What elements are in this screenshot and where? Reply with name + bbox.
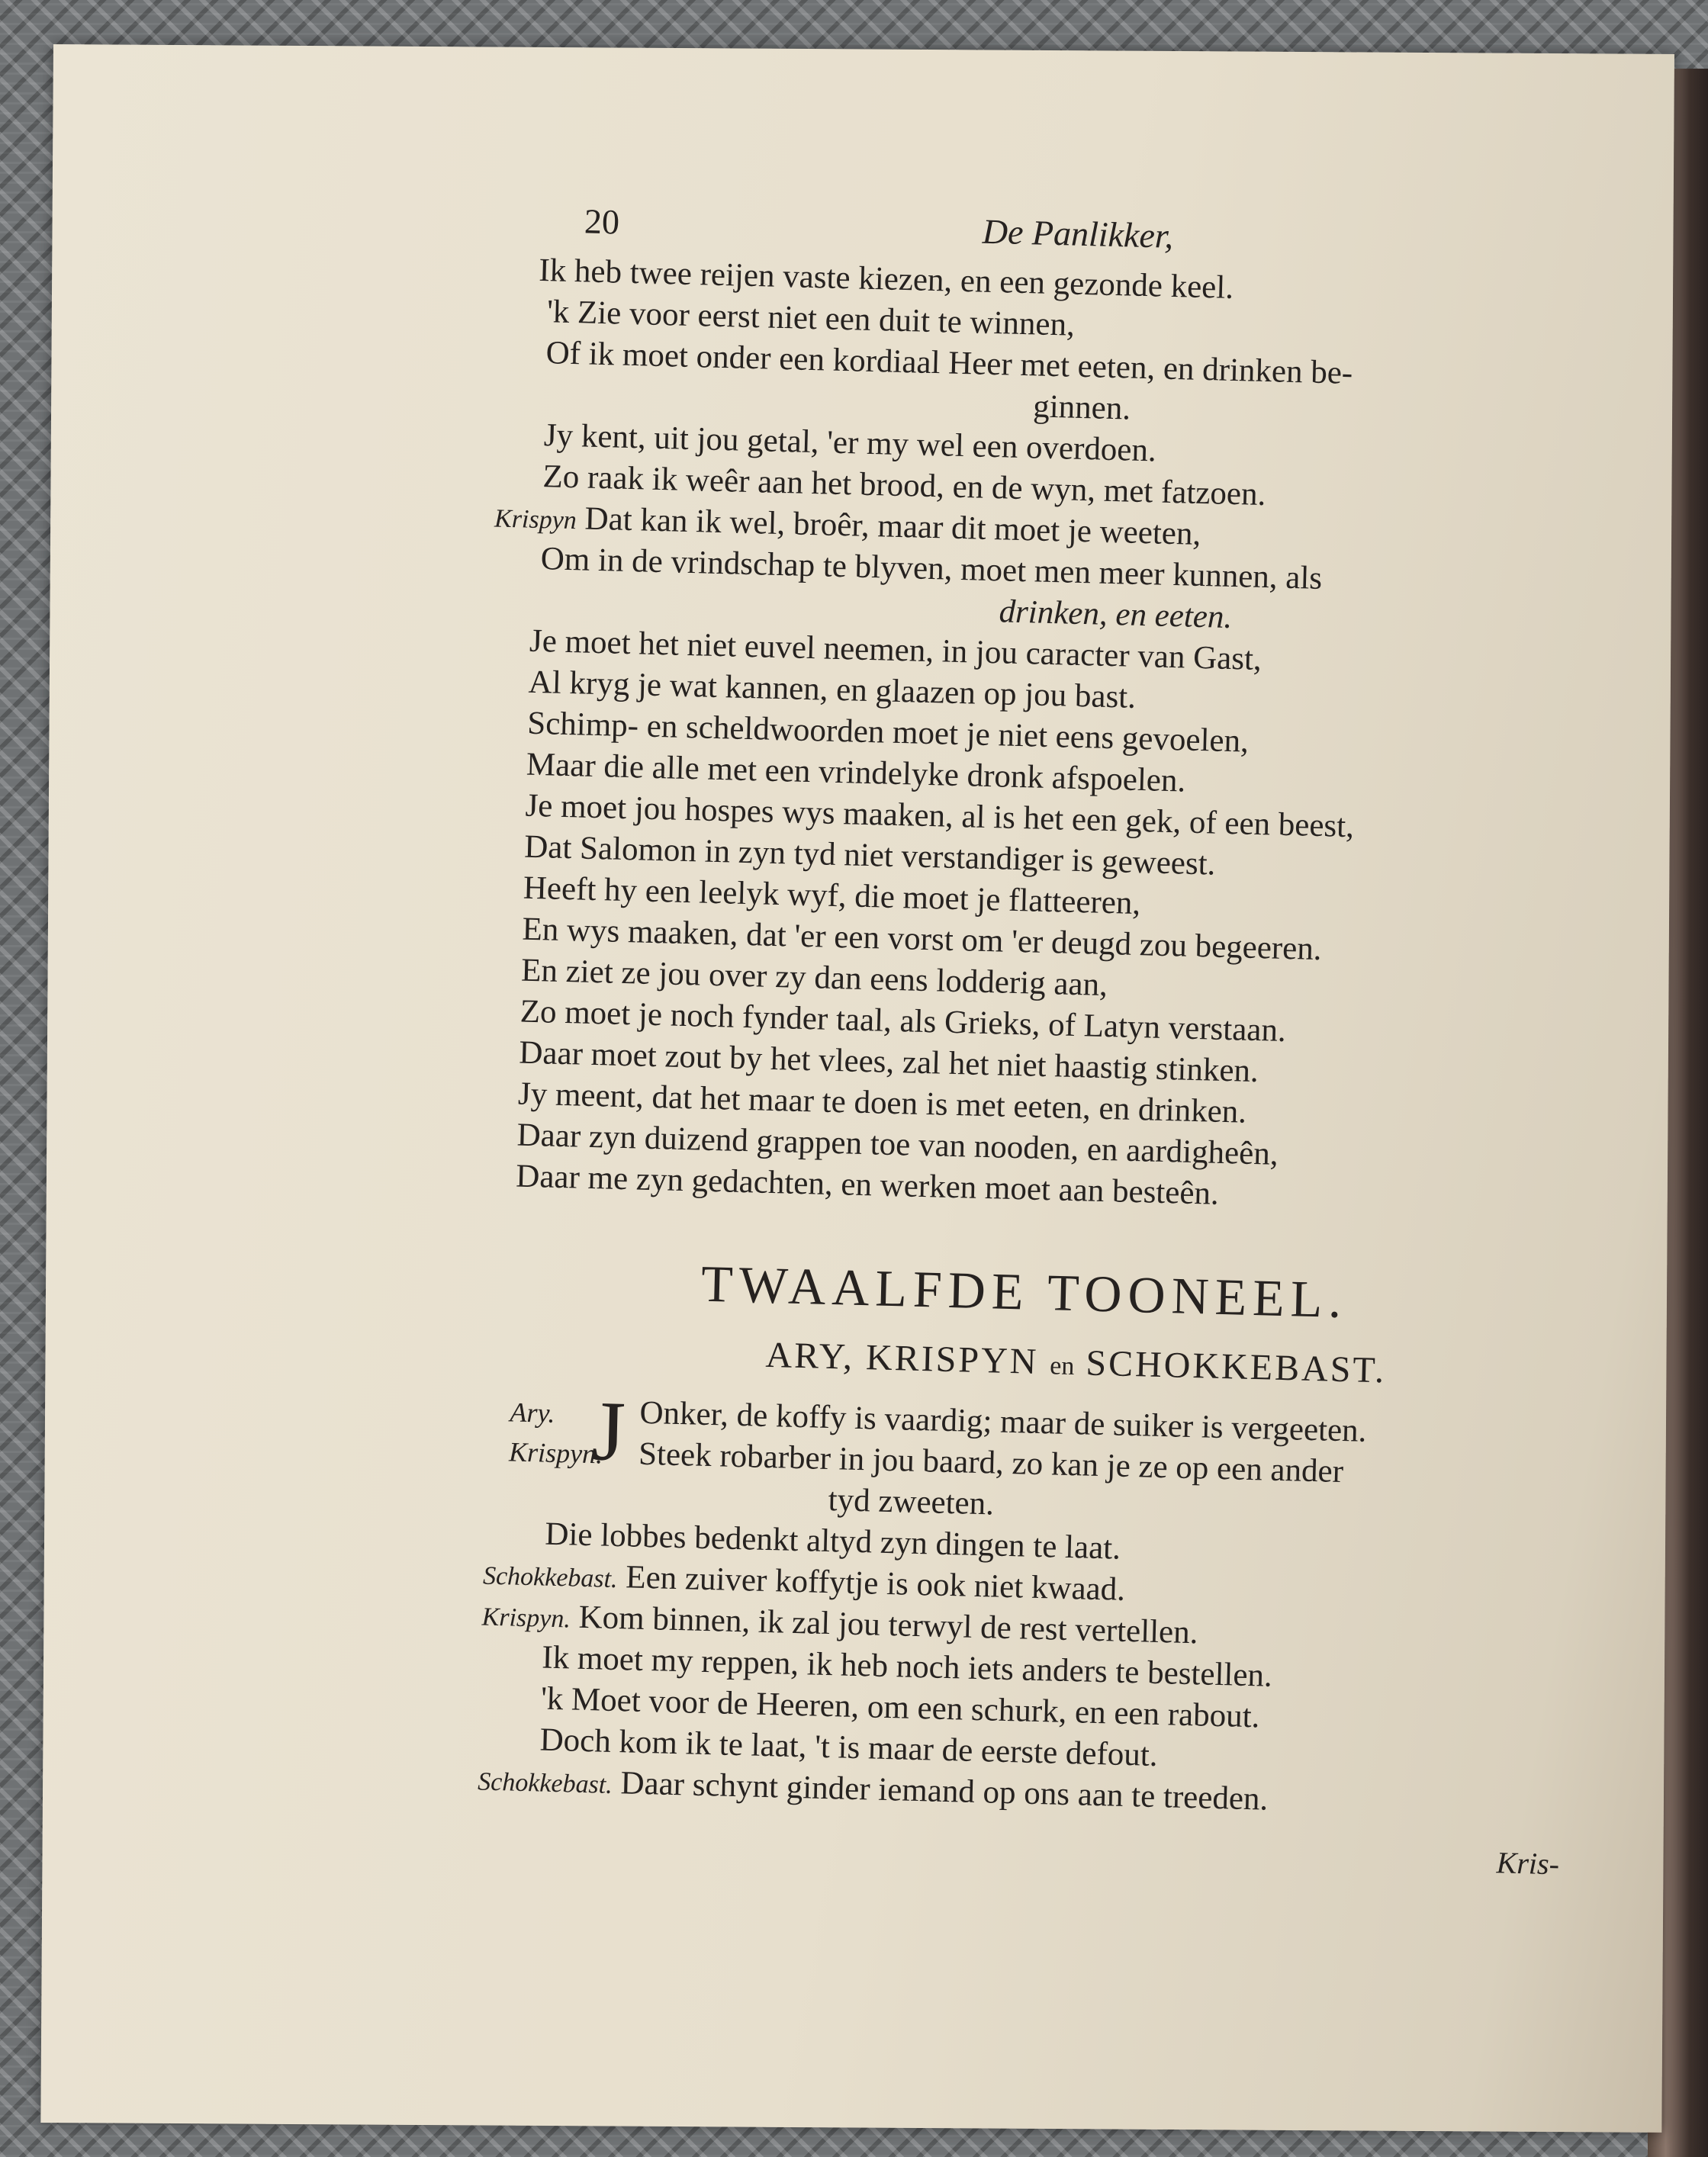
text-block xyxy=(477,200,1608,1882)
verse-line: Je moet het niet euvel neemen, in jou caracter van Gast, xyxy=(529,622,1263,678)
verse-line: 'k Moet voor de Heeren, om een schurk, en een rabout. xyxy=(540,1680,1261,1735)
opening-speakers xyxy=(508,1392,603,1473)
verse-line: Schimp- en scheldwoorden moet je niet eens gevoelen, xyxy=(526,705,1250,760)
verse-line: Schokkebast. Een zuiver koffytje is ook niet kwaad. xyxy=(482,1559,1126,1608)
cast-names: ARY, KRISPYN xyxy=(764,1334,1040,1382)
speaker-label: Ary. xyxy=(510,1397,556,1429)
speaker-label: Schokkebast. xyxy=(477,1767,613,1799)
scene-dialogue xyxy=(477,1384,1578,1828)
verse-line: Krispyn Dat kan ik wel, broêr, maar dit moet je weeten, xyxy=(494,500,1201,552)
verse-line: Maar die alle met een vrindelyke dronk afspoelen. xyxy=(526,746,1186,799)
verse-line: Onker, de koffy is vaardig; maar de suiker is vergeeten. xyxy=(638,1394,1367,1449)
speaker-label: Krispyn. xyxy=(508,1436,603,1470)
speaker-label: Krispyn. xyxy=(481,1602,571,1634)
scene-title: TWAALFDE TOONEEL. xyxy=(700,1254,1349,1329)
verse-line: Doch kom ik te laat, 't is maar de eerste defout. xyxy=(539,1721,1159,1774)
running-title: De Panlikker, xyxy=(982,211,1174,256)
verse-line: Om in de vrindschap te blyven, moet men meer kunnen, als xyxy=(540,541,1323,596)
cast-names: SCHOKKEBAST. xyxy=(1085,1342,1387,1391)
cast-conjunction: en xyxy=(1049,1352,1075,1381)
verse-line: Jy meent, dat het maar te doen is met eeten, en drinken. xyxy=(517,1075,1247,1130)
verse-line: En ziet ze jou over zy dan eens lodderig aan, xyxy=(520,952,1108,1004)
verse-line: Schokkebast. Daar schynt ginder iemand op ons aan te treeden. xyxy=(477,1765,1269,1818)
verse-line: En wys maaken, dat 'er een vorst om 'er deugd zou begeeren. xyxy=(521,911,1323,968)
verse-line: Zo moet je noch fynder taal, als Grieks, of Latyn verstaan. xyxy=(519,993,1287,1049)
verse-line: Daar me zyn gedachten, en werken moet aan besteên. xyxy=(515,1158,1220,1212)
catchword: Kris- xyxy=(1496,1845,1560,1882)
verse-line: Die lobbes bedenkt altyd zyn dingen te laat. xyxy=(544,1516,1121,1567)
verse-line: Of ik moet onder een kordiaal Heer met eeten, en drinken be- xyxy=(545,335,1353,391)
verse-line: 'k Zie voor eerst niet een duit te winnen, xyxy=(546,294,1076,343)
verse-line: Krispyn. Kom binnen, ik zal jou terwyl de rest vertellen. xyxy=(481,1599,1199,1651)
verse-line: Dat Salomon in zyn tyd niet verstandiger is geweest. xyxy=(523,828,1216,882)
verse-line: Daar moet zout by het vlees, zal het niet haastig stinken. xyxy=(518,1034,1259,1090)
verse-line-continuation: drinken, en eeten. xyxy=(999,593,1233,636)
verse-line-continuation: tyd zweeten. xyxy=(828,1481,995,1522)
cast-list xyxy=(511,1327,1580,1396)
book-page xyxy=(40,44,1674,2133)
page-number: 20 xyxy=(584,201,620,242)
verse-line-continuation: ginnen. xyxy=(1032,388,1131,427)
verse-line: Ik heb twee reijen vaste kiezen, en een gezonde keel. xyxy=(538,252,1234,306)
verse-line: Daar zyn duizend grappen toe van nooden, en aardigheên, xyxy=(516,1117,1279,1172)
speaker-label: Schokkebast. xyxy=(482,1561,619,1594)
verse-line: Jy kent, uit jou getal, 'er my wel een overdoen. xyxy=(543,417,1157,469)
verse-line: Ik moet my reppen, ik heb noch iets anders te bestellen. xyxy=(541,1639,1273,1694)
verse-block xyxy=(494,250,1607,1224)
verse-line: Zo raak ik weêr aan het brood, en de wyn, met fatzoen. xyxy=(542,458,1266,513)
drop-cap: J xyxy=(590,1384,627,1480)
verse-line: Je moet jou hospes wys maaken, al is het een gek, of een beest, xyxy=(525,787,1355,845)
verse-line: Steek robarber in jou baard, zo kan je ze op een ander xyxy=(638,1435,1344,1490)
verse-line: Heeft hy een leelyk wyf, die moet je flatteeren, xyxy=(523,870,1141,922)
speaker-label: Krispyn xyxy=(494,504,577,535)
verse-line: Al kryg je wat kannen, en glaazen op jou bast. xyxy=(528,664,1137,715)
